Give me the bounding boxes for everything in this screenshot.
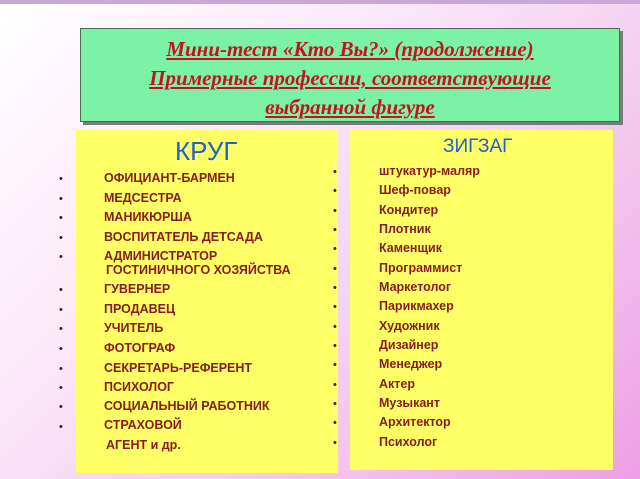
circle-heading: КРУГ	[175, 136, 238, 166]
bullet: •	[333, 321, 337, 333]
list-item-continuation: ГОСТИНИЧНОГО ХОЗЯЙСТВА	[106, 263, 291, 277]
bullet: •	[59, 284, 63, 296]
list-item: штукатур-маляр	[379, 164, 480, 178]
bullet: •	[333, 166, 337, 178]
list-item: Плотник	[379, 222, 431, 236]
list-item: Программист	[379, 261, 463, 275]
list-item: Кондитер	[379, 203, 439, 217]
bullet: •	[59, 173, 63, 185]
bullet: •	[333, 185, 337, 197]
bullet: •	[59, 193, 63, 205]
title-line-1: Мини-тест «Кто Вы?» (продолжение)	[166, 37, 534, 61]
bullet: •	[59, 251, 63, 263]
list-item: ВОСПИТАТЕЛЬ ДЕТСАДА	[104, 230, 263, 244]
bullet: •	[59, 363, 63, 375]
bullet: •	[333, 205, 337, 217]
list-item: Маркетолог	[379, 280, 452, 294]
bullet: •	[59, 382, 63, 394]
bullet: •	[59, 323, 63, 335]
list-item: ПСИХОЛОГ	[104, 380, 175, 394]
list-item: МАНИКЮРША	[104, 210, 192, 224]
bullet: •	[59, 343, 63, 355]
list-item: ГУВЕРНЕР	[104, 282, 171, 296]
bullet: •	[333, 301, 337, 313]
list-item: Менеджер	[379, 357, 443, 371]
bullet: •	[333, 263, 337, 275]
list-item: СЕКРЕТАРЬ-РЕФЕРЕНТ	[104, 361, 253, 375]
list-item: СТРАХОВОЙ	[104, 418, 182, 432]
title-box	[80, 28, 620, 122]
top-divider-line	[0, 0, 640, 4]
list-item-continuation: АГЕНТ и др.	[106, 438, 181, 452]
list-item: Художник	[379, 319, 440, 333]
list-item: УЧИТЕЛЬ	[104, 321, 164, 335]
bullet: •	[333, 417, 337, 429]
list-item: Шеф-повар	[379, 183, 451, 197]
bullet: •	[333, 282, 337, 294]
list-item: МЕДСЕСТРА	[104, 191, 182, 205]
bullet: •	[59, 212, 63, 224]
title-line-3: выбранной фигуре	[265, 95, 435, 119]
bullet: •	[59, 232, 63, 244]
list-item: СОЦИАЛЬНЫЙ РАБОТНИК	[104, 399, 270, 413]
bullet: •	[59, 421, 63, 433]
bullet: •	[59, 401, 63, 413]
bullet: •	[333, 243, 337, 255]
list-item: АДМИНИСТРАТОР	[104, 249, 218, 263]
bullet: •	[333, 340, 337, 352]
list-item: Парикмахер	[379, 299, 454, 313]
list-item: Дизайнер	[379, 338, 439, 352]
bullet: •	[333, 359, 337, 371]
list-item: Каменщик	[379, 241, 442, 255]
list-item: Архитектор	[379, 415, 451, 429]
bullet: •	[333, 379, 337, 391]
list-item: Музыкант	[379, 396, 440, 410]
list-item: ФОТОГРАФ	[104, 341, 176, 355]
zigzag-heading: ЗИГЗАГ	[443, 136, 513, 157]
bullet: •	[59, 304, 63, 316]
list-item: Актер	[379, 377, 415, 391]
list-item: Психолог	[379, 435, 438, 449]
bullet: •	[333, 224, 337, 236]
list-item: ОФИЦИАНТ-БАРМЕН	[104, 171, 235, 185]
list-item: ПРОДАВЕЦ	[104, 302, 176, 316]
bullet: •	[333, 437, 337, 449]
title-line-2: Примерные профессии, соответствующие	[149, 66, 551, 90]
bullet: •	[333, 398, 337, 410]
